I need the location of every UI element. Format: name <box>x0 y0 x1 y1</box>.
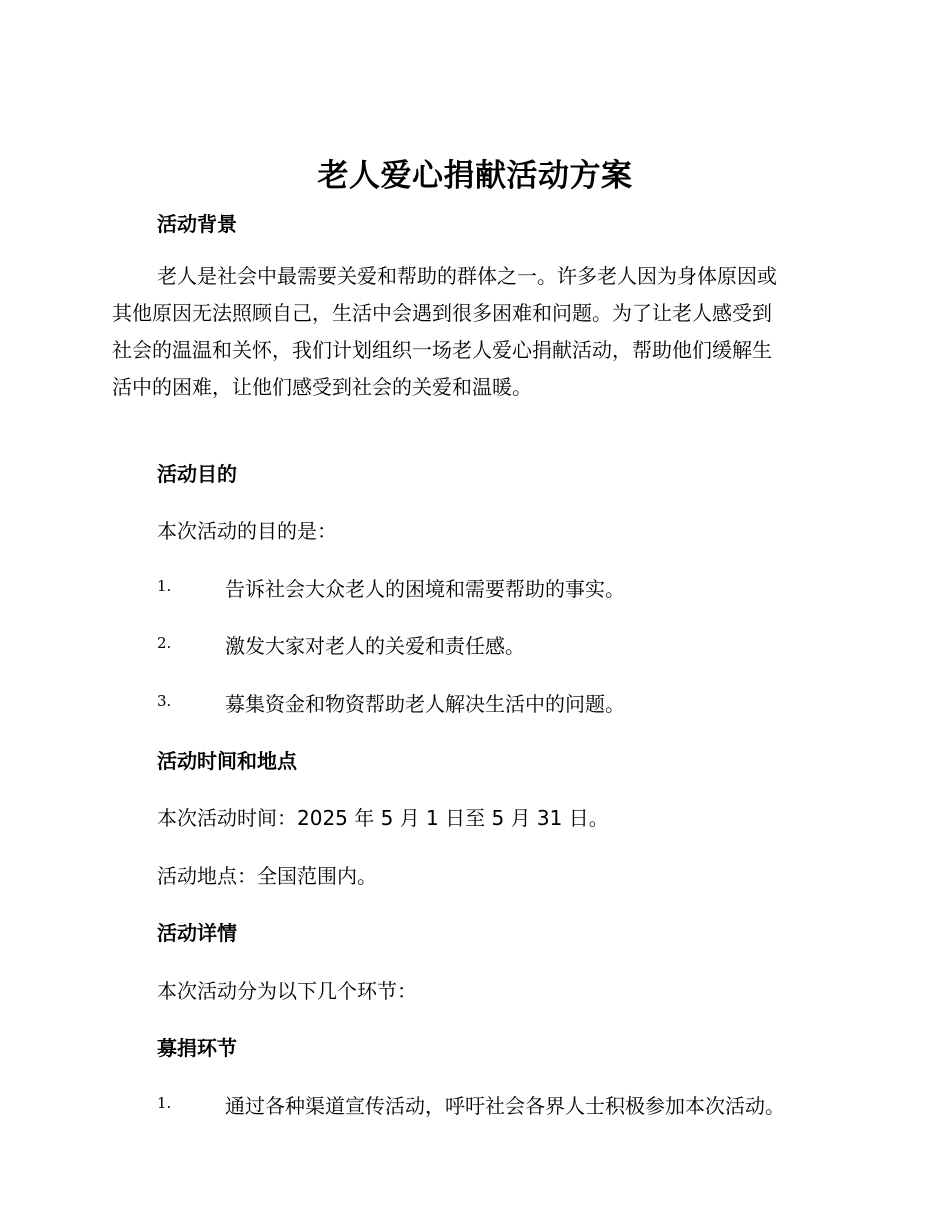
activity-time: 本次活动时间：2025 年 5 月 1 日至 5 月 31 日。 <box>157 806 609 830</box>
heading-background: 活动背景 <box>157 212 237 236</box>
purpose-intro: 本次活动的目的是： <box>157 519 337 543</box>
heading-fundraising: 募捐环节 <box>157 1036 237 1060</box>
paragraph-line: 社会的温温和关怀，我们计划组织一场老人爱心捐献活动，帮助他们缓解生 <box>112 338 772 362</box>
list-item: 激发大家对老人的关爱和责任感。 <box>225 634 525 658</box>
list-number: 1. <box>157 577 172 595</box>
document-title: 老人爱心捐献活动方案 <box>317 158 633 194</box>
heading-purpose: 活动目的 <box>157 462 237 486</box>
list-item: 募集资金和物资帮助老人解决生活中的问题。 <box>225 692 625 716</box>
paragraph-line: 其他原因无法照顾自己，生活中会遇到很多困难和问题。为了让老人感受到 <box>112 301 772 325</box>
heading-time-place: 活动时间和地点 <box>157 749 297 773</box>
paragraph-line: 活中的困难，让他们感受到社会的关爱和温暖。 <box>112 375 532 399</box>
paragraph-line: 老人是社会中最需要关爱和帮助的群体之一。许多老人因为身体原因或 <box>157 264 777 288</box>
list-number: 2. <box>157 634 172 652</box>
list-number: 1. <box>157 1094 172 1112</box>
activity-place: 活动地点：全国范围内。 <box>157 864 377 888</box>
details-intro: 本次活动分为以下几个环节： <box>157 979 417 1003</box>
background-paragraph <box>112 258 832 406</box>
heading-details: 活动详情 <box>157 921 237 945</box>
list-item: 告诉社会大众老人的困境和需要帮助的事实。 <box>225 577 625 601</box>
list-item: 通过各种渠道宣传活动，呼吁社会各界人士积极参加本次活动。 <box>225 1094 785 1118</box>
list-number: 3. <box>157 692 172 710</box>
